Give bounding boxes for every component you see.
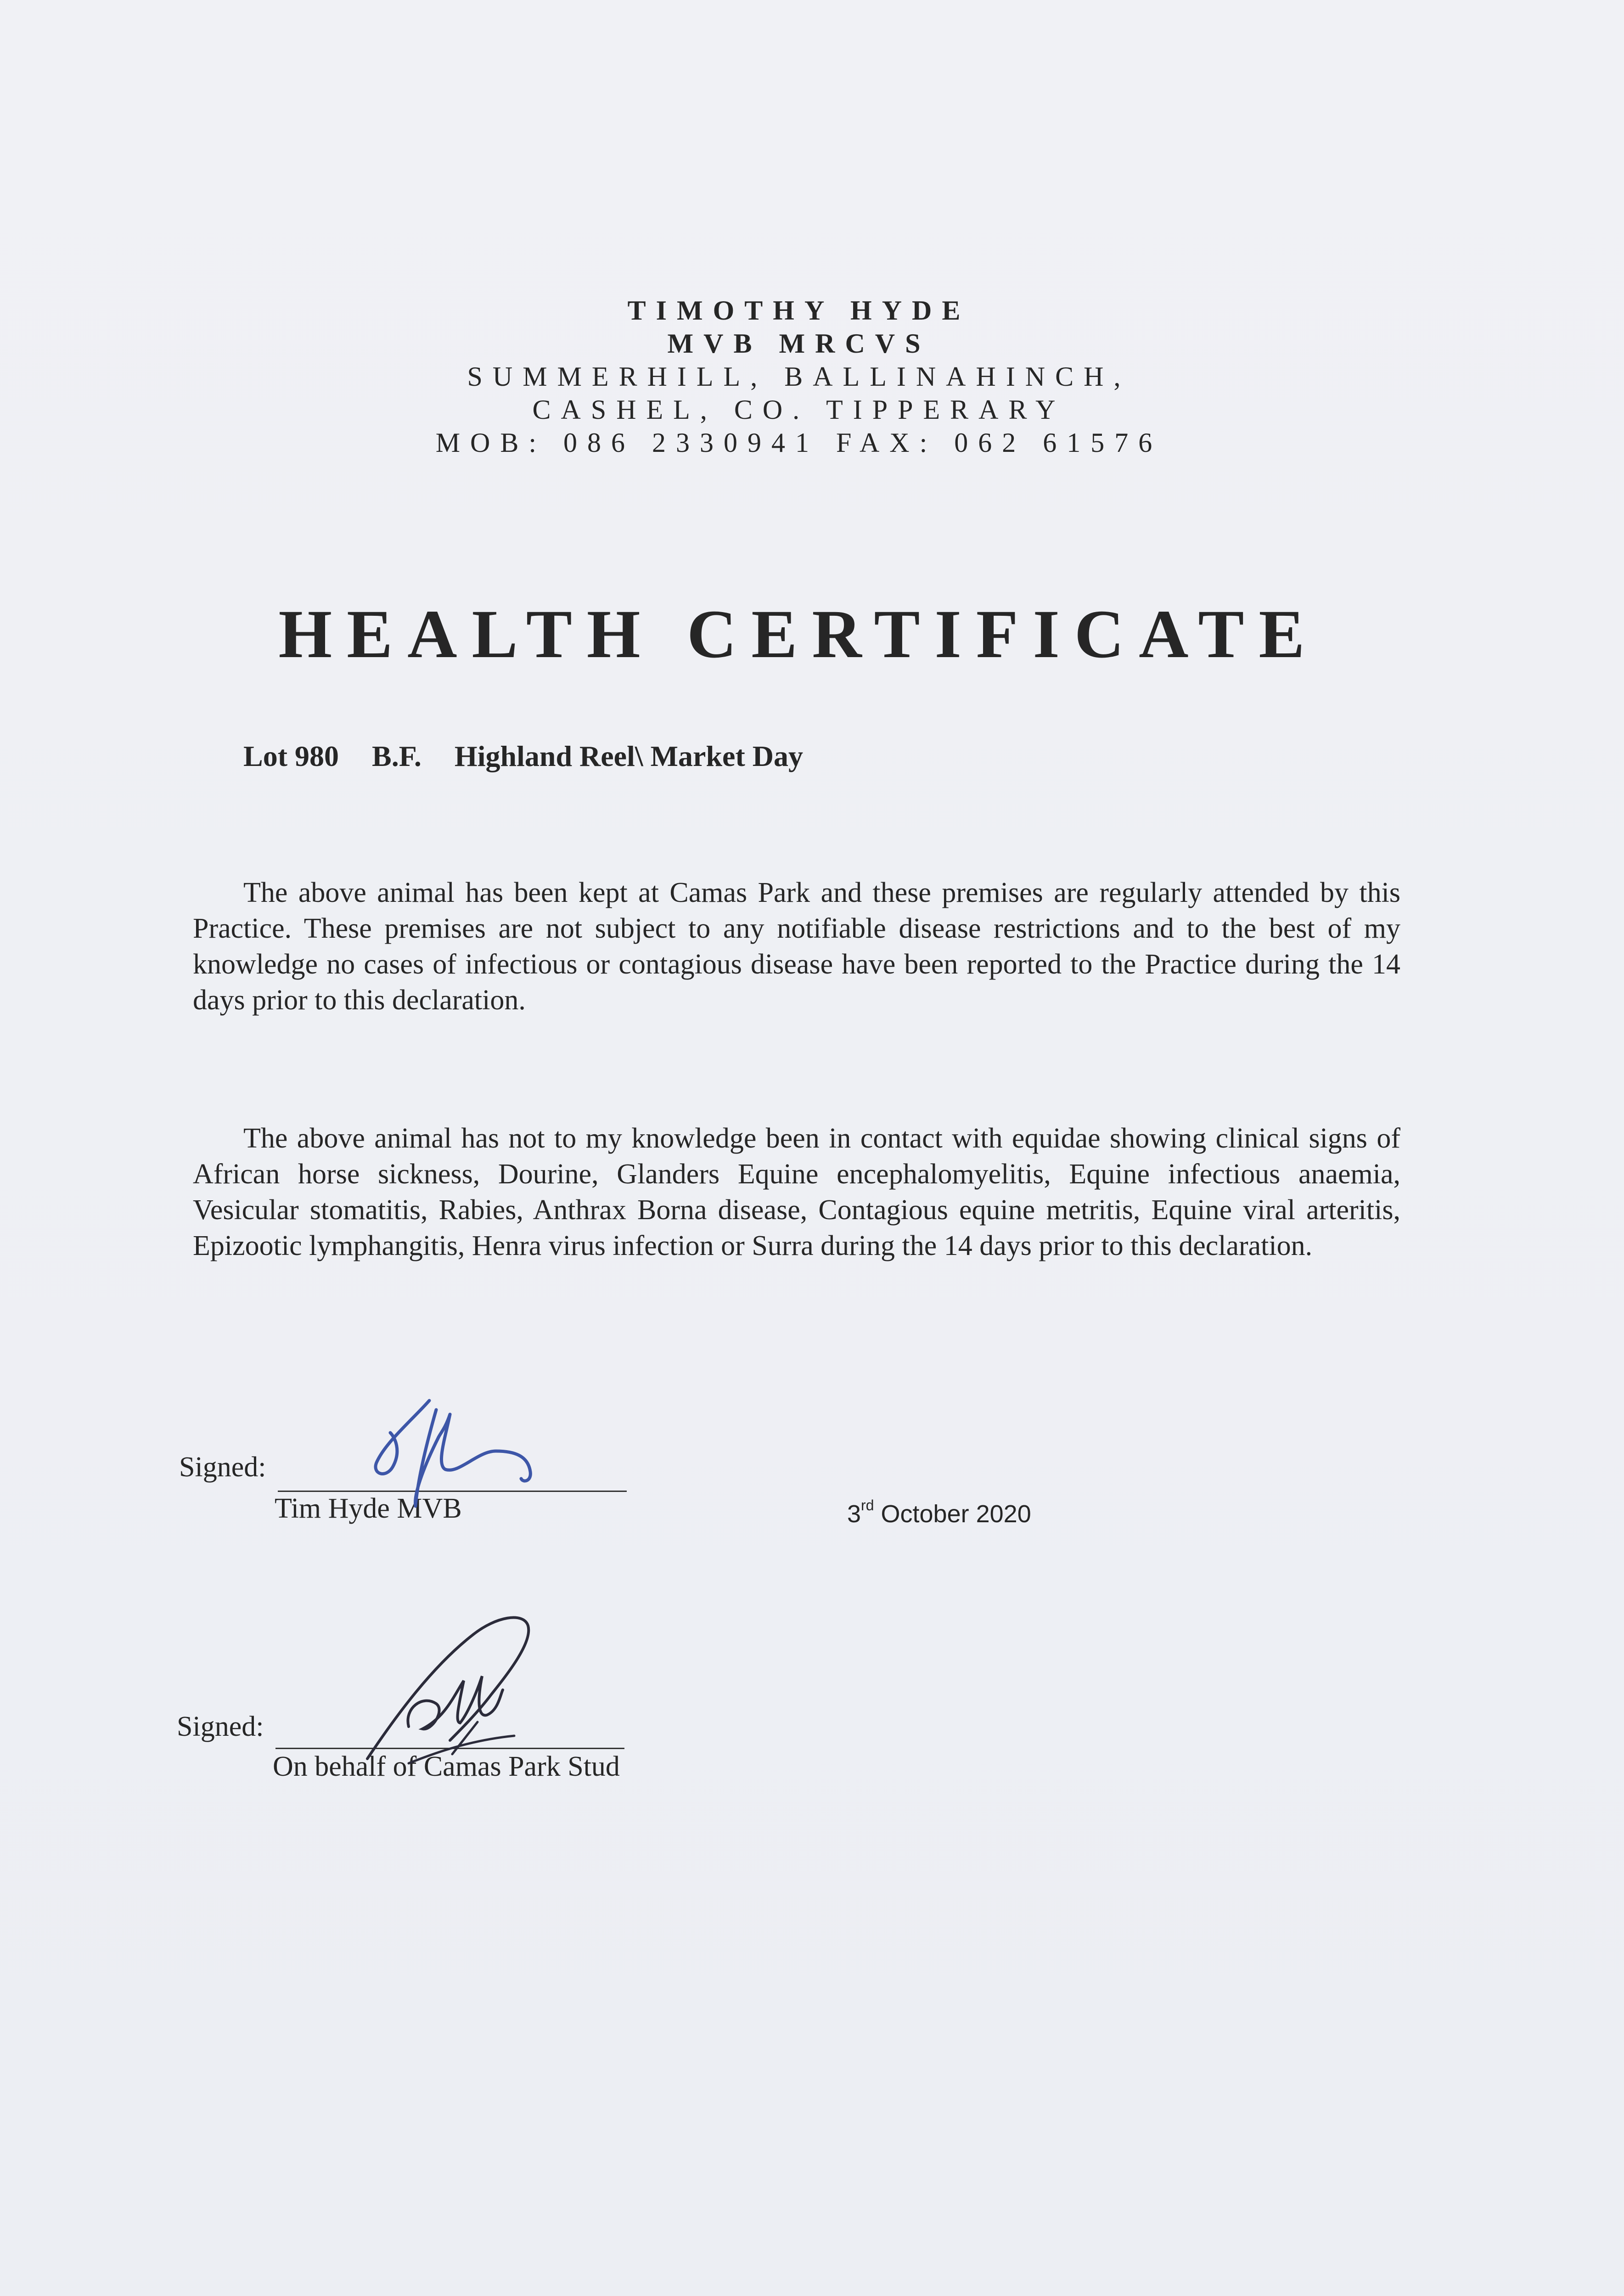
practitioner-qualifications: MVB MRCVS <box>667 328 931 359</box>
handwritten-signature-1 <box>358 1387 551 1525</box>
signature-label-2: Signed: <box>177 1711 264 1742</box>
date-day: 3 <box>847 1500 861 1528</box>
address-line-1: SUMMERHILL, BALLINAHINCH, <box>467 361 1131 392</box>
date-month-year: October 2020 <box>874 1500 1031 1528</box>
lot-details <box>243 739 803 773</box>
lot-number: Lot 980 <box>243 740 339 772</box>
lot-type: B.F. <box>372 740 421 772</box>
document-title: HEALTH CERTIFICATE <box>278 596 1320 672</box>
signature-label-1: Signed: <box>179 1452 266 1483</box>
lot-pedigree: Highland Reel\ Market Day <box>454 740 803 772</box>
signatory-name-1: Tim Hyde MVB <box>275 1493 462 1524</box>
contact-line: MOB: 086 2330941 FAX: 062 61576 <box>435 428 1163 458</box>
declaration-paragraph-1: The above animal has been kept at Camas Park and these premises are regularly attended by this Practice. These premises are not subject to any notifiable disease restrictions and to the best of my knowledge no cases of infectious or contagious disease have been reported to the Practice during the 14 days prior to this declaration. <box>193 877 1400 1016</box>
handwritten-signature-2 <box>340 1603 579 1777</box>
signature-date <box>847 1497 1031 1528</box>
declaration-paragraph-2: The above animal has not to my knowledge been in contact with equidae showing clinical signs of African horse sickness, Dourine, Glanders Equine encephalomyelitis, Equine infectious anaemia, Vesicular stomatitis, Rabies, Anthrax Borna disease, Contagious equine metritis, Equine viral arteritis, Epizootic lymphangitis, Henra virus infection or Surra during the 14 days prior to this declaration. <box>193 1123 1400 1261</box>
letterhead <box>0 294 1598 459</box>
address-line-2: CASHEL, CO. TIPPERARY <box>532 394 1066 425</box>
practitioner-name: TIMOTHY HYDE <box>627 295 971 326</box>
date-suffix: rd <box>861 1497 874 1514</box>
signatory-name-2: On behalf of Camas Park Stud <box>273 1751 620 1782</box>
